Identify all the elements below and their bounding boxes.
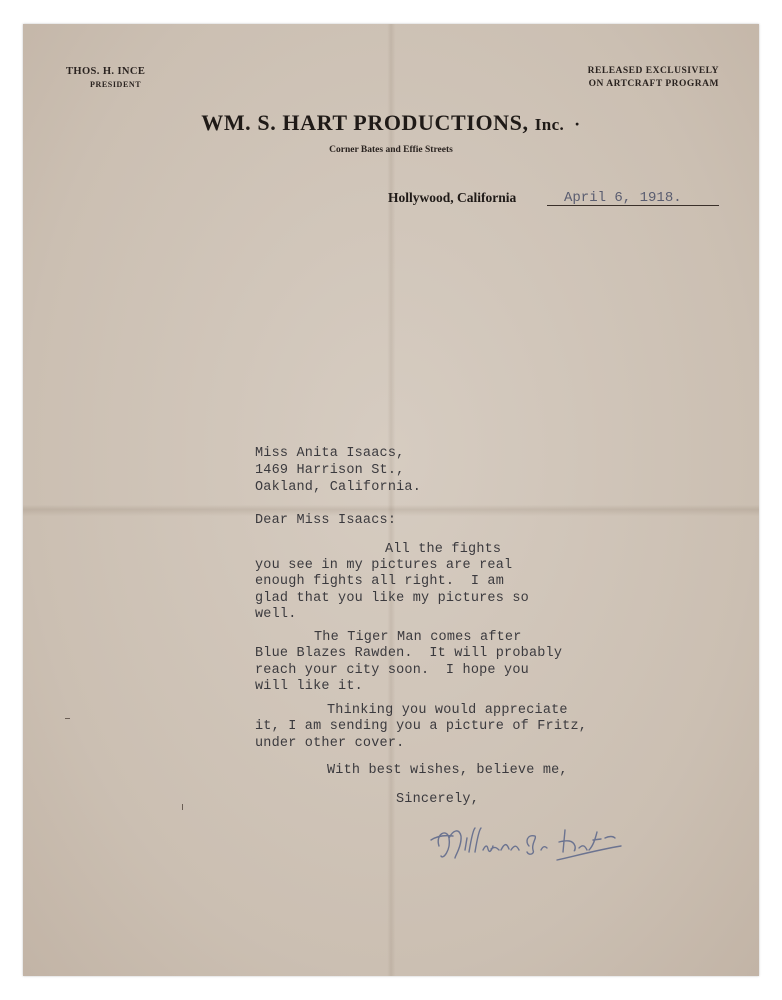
recipient-street: 1469 Harrison St., xyxy=(255,463,405,478)
letter-paper xyxy=(23,24,759,976)
company-address: Corner Bates and Effie Streets xyxy=(329,145,453,155)
signoff: Sincerely, xyxy=(396,792,480,807)
paragraph-line: The Tiger Man comes after xyxy=(314,630,522,645)
paragraph-line: reach your city soon. I hope you xyxy=(255,663,529,678)
recipient-name: Miss Anita Isaacs, xyxy=(255,446,405,461)
paper-mark xyxy=(182,804,183,810)
company-suffix: Inc. xyxy=(534,115,565,134)
paragraph-line: it, I am sending you a picture of Fritz, xyxy=(255,719,588,734)
paper-mark xyxy=(65,718,70,719)
paragraph-line: under other cover. xyxy=(255,736,405,751)
president-name: THOS. H. INCE xyxy=(66,66,146,77)
paragraph-line: you see in my pictures are real xyxy=(255,558,513,573)
paragraph-line: All the fights xyxy=(385,542,502,557)
letterhead-dot: · xyxy=(574,114,581,134)
recipient-city: Oakland, California. xyxy=(255,480,422,495)
company-name-main: WM. S. HART PRODUCTIONS, xyxy=(201,110,529,135)
paragraph-line: will like it. xyxy=(255,679,363,694)
paragraph-line: Thinking you would appreciate xyxy=(327,703,568,718)
closing-line: With best wishes, believe me, xyxy=(327,763,568,778)
release-line-2: ON ARTCRAFT PROGRAM xyxy=(588,79,719,89)
handwritten-signature xyxy=(425,816,625,876)
letterhead-city: Hollywood, California xyxy=(388,190,517,205)
letter-date: April 6, 1918. xyxy=(564,190,682,206)
salutation: Dear Miss Isaacs: xyxy=(255,513,397,528)
president-title: PRESIDENT xyxy=(90,80,142,89)
paragraph-line: enough fights all right. I am xyxy=(255,574,505,589)
paragraph-line: Blue Blazes Rawden. It will probably xyxy=(255,646,563,661)
company-name xyxy=(23,110,759,136)
paragraph-line: well. xyxy=(255,607,297,622)
release-line-1: RELEASED EXCLUSIVELY xyxy=(587,66,719,76)
paragraph-line: glad that you like my pictures so xyxy=(255,591,529,606)
